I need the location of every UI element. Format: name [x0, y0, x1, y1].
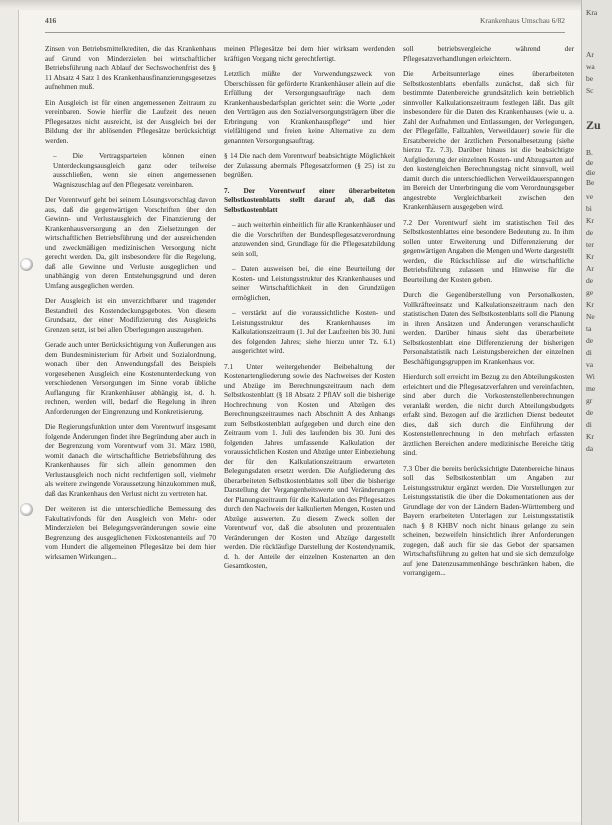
section-heading: 7. Der Vorentwurf einer überarbeiteten Selbstkostenblatts stellt darauf ab, daß das Selbstkostenblatt: [224, 185, 395, 214]
adjacent-page-text: Ne: [586, 312, 595, 321]
adjacent-page-text: de: [586, 336, 594, 345]
adjacent-page-text: Kr: [586, 432, 594, 441]
adjacent-page-text: Be: [586, 178, 595, 187]
paragraph: 7.1 Unter weitergehender Beibehaltung der Kostenartengliederung sowie des Nachweises der Kosten und Abzüge im Berechnungszeitraum nach dem Selbstkostenblatt (§ 18 Absatz 2 PflAV soll die bisherige Hochrechnung von Kosten und Abzügen des Berechnungszeitraumes nach Abschnitt A des Anhangs zum Selbstkostenblatt aufgegeben und durch eine den Zeitraum vom 1. Juli des laufenden bis 30. Juni des folgenden Jahres umfassende Kalkulation der voraussichtlichen Kosten und Abzüge unter Einbeziehung der für den Kalkulationszeitraum erwarteten Belegungsdaten ersetzt werden. Die Aufgliederung des überarbeiteten Selbstkostenblattes soll über die bisherige Darstellung der Vergangenheitswerte und Veränderungen der Planungszeitraum für die Kalkulation des Pflegesatzes durch den Nachweis der kalkulierten Mengen, Kosten und Abzüge auswerten. Zu diesem Zweck sollen der Vorentwurf vor, daß die absoluten und prozentualen Veränderungen der Kosten und Abzüge dargestellt werden. Die rückläufige Darstellung der Kostendynamik, d. h. der Anteile der einzelnen Kostenarten an den Gesamtkosten,: [224, 361, 395, 570]
paragraph: 7.2 Der Vorentwurf sieht im statistischen Teil des Selbstkostenblattes eine besondere Bedeutung zu. In ihm sollen unter Erweiterung und Differenzierung der gegenwärtigen Angaben die Mengen und Werte dargestellt werden, die Rückschlüsse auf die wirtschaftliche Betriebsführung zulassen und Hinweise für die Beurteilung der Kosten geben.: [403, 217, 574, 284]
paragraph: Der weiteren ist die unterschiedliche Bemessung des Fakultativfonds für den Ausgleich von Mehr- oder Minderzielen bei Belegungsveränderungen sowie eine Begrenzung des ausgeglichenen Fixkostenanteils auf 70 vom Hundert die allgemeinen Pflegesätze bei dem hier wirksamen Wirkungen...: [45, 504, 216, 561]
paragraph: Der Ausgleich ist ein unverzichtbarer und tragender Bestandteil des Kostendeckungsgebotes. Von diesem Grundsatz, der einer Modifizierung des Ausgleichs Grenzen setzt, ist bei allen Überlegungen auszugehen.: [45, 296, 216, 334]
adjacent-page-text: ge: [586, 288, 594, 297]
scan-edge-shadow: [0, 0, 612, 8]
list-item: – Daten ausweisen bei, die eine Beurteilung der Kosten- und Leistungsstruktur des Krankenhauses und seiner Wirtschaftlichkeit in den Grundzügen ermöglichen,: [232, 264, 395, 302]
paragraph: Ein Ausgleich ist für einen angemessenen Zeitraum zu vereinbaren. Sowie hierfür die Laufzeit des neuen Pflegesatzes nicht ausreicht, ist der Ausgleich bei der Bildung der ihr ablösenden Pflegesätze berücksichtigt werden.: [45, 97, 216, 145]
paragraph: Die Regierungsfunktion unter dem Vorentwurf insgesamt folgende Änderungen findet ihre Begründung aber auch in der Begrenzung vom Vorentwurf vom 31. März 1980, womit danach die wirtschaftliche Betriebsführung des Krankenhauses für sich allein genommen den Verlustausgleich noch nicht rechtfertigen soll, vielmehr als weitere zwingende Voraussetzung hinzukommen muß, daß das Krankenhaus den Verlust nicht zu vertreten hat.: [45, 422, 216, 498]
adjacent-page-text: ve: [586, 192, 594, 201]
adjacent-page-text: Ar: [586, 50, 594, 59]
list-item: – auch weiterhin einheitlich für alle Krankenhäuser und die die Vorschriften der Bundespflegesatzverordnung anzuwenden sind, Grundlage für die Pflegesatzbildung sein soll,: [232, 220, 395, 258]
adjacent-page-strip: [581, 0, 612, 825]
journal-title: Krankenhaus Umschau 6/82: [480, 16, 565, 25]
text-column-3: [403, 44, 574, 814]
adjacent-page-text: Kr: [586, 216, 594, 225]
adjacent-page-text: da: [586, 444, 594, 453]
adjacent-page-text: de: [586, 276, 594, 285]
paragraph: Zinsen von Betriebsmittelkrediten, die das Krankenhaus auf Grund von Minderzielen bei wirtschaftlicher Betriebsführung nach Ablauf der Sechswochenfrist des § 11 Absatz 4 Satz 1 des Krankenhausfinanzierungsgesetzes aufnehmen muß.: [45, 44, 216, 91]
page-number: 416: [45, 16, 57, 25]
adjacent-page-text: va: [586, 360, 594, 369]
list-item: – verstärkt auf die voraussichtliche Kosten- und Leistungsstruktur des Krankenhauses im Kalkulationszeitraum (1. Jul der Laufzeiten bis 30. Juni des folgenden Jahres; siehe hierzu unter Tz. 6.1) ausgerichtet wird.: [232, 308, 395, 355]
paragraph: Hierdurch soll erreicht im Bezug zu den Abteilungskosten erleichtert und die Pflegesatzverfahren und vereinfachten, sind aber durch die Vorkostenstellenberechnungen veranlaßt werden, die nicht durch Abteilungsbudgets erfaßt sind. Bezogen auf die ärztlichen Dienst bedeutet dies, daß sich durch die Einführung der Kostenstellenrechnung in den mehrfach erfassten ärztlichen Bereichen andere medizinische Bereiche tätig sind.: [403, 372, 574, 457]
adjacent-page-text: de: [586, 158, 594, 167]
paragraph: Der Vorentwurf geht bei seinem Lösungsvorschlag davon aus, daß die gegenwärtigen Vorschriften über den Gewinn- und Verlustausgleich der Finanzierung der Krankenhausversorgung an den Zielsetzungen der wirtschaftlichen Betriebsführung und der ausreichenden und zweckmäßigen medizinischen Versorgung nicht gerecht werden. Da, gilt insbesondere für die Regelung, daß alle Gewinne und Verluste ausgeglichen und unabhängig von deren Entstehungsgrund und deren Umfang ausgeglichen werden.: [45, 195, 216, 290]
binder-hole-icon: [20, 258, 33, 271]
paragraph: Letztlich müßte der Vorwendungszweck von Überschüssen für geförderte Krankenhäuser allein auf die Erfüllung der Versorgungsaufträge nach dem Krankenhausbedarfsplan gerichtet sein: die Worte „oder den Verträgen aus den Sozialversorgungsträgern über die Erbringung von Krankenhauspflege“ und hier vielfältigend und freien keine Alternative zu dem genannten Versorgungsauftrag.: [224, 69, 395, 145]
text-column-2: [224, 44, 395, 814]
paragraph: – Die Vertragsparteien können einen Unterdeckungsausgleich ganz oder teilweise ausschließen, wenn sie einen angemessenen Wagniszuschlag auf den Pflegesatz vereinbaren.: [53, 151, 216, 189]
adjacent-page-text: Kr: [586, 252, 594, 261]
adjacent-page-text: di: [586, 348, 592, 357]
adjacent-page-text: de: [586, 228, 594, 237]
paragraph: meinen Pflegesätze bei dem hier wirksam werdenden kräftigen Vorgang nicht gerechtfertigt.: [224, 44, 395, 63]
adjacent-page-text: me: [586, 384, 596, 393]
adjacent-page-text: de: [586, 408, 594, 417]
adjacent-page-text: Ar: [586, 264, 594, 273]
page-header: [45, 16, 565, 30]
text-column-1: [45, 44, 216, 814]
document-page: [18, 10, 581, 822]
adjacent-page-text: Zu: [586, 118, 601, 132]
adjacent-page-text: Wi: [586, 372, 595, 381]
adjacent-page-text: Sc: [586, 86, 594, 95]
adjacent-page-text: di: [586, 420, 592, 429]
adjacent-page-text: B.: [586, 148, 593, 157]
paragraph: Durch die Gegenüberstellung von Personalkosten, Vollkräfteeinsatz und Kalkulationszeitraum nach den statistischen Daten des Selbstkostenblatts soll die Planung in ihren Ansätzen und Änderungen veranschaulicht werden. Darüber hinaus sieht das überarbeitete Selbstkostenblatt eine Differenzierung der bisherigen Personalstatistik nach Leistungsbereichen der einzelnen Beschäftigungsgruppen im Krankenhaus vor.: [403, 290, 574, 366]
paragraph: 7.3 Über die bereits berücksichtigte Datenbereiche hinaus soll das Selbstkostenblatt um Angaben zur Leistungsstruktur ergänzt werden. Die Vorstellungen zur Leistungsstatistik die über die Dokumentationen aus der Grundlage der von der Ländern Baden-Württemberg und Bayern erarbeiteten Unterlagen zur Leistungsstatistik nach § 8 KHBV noch nicht hinaus gelange zu sein scheinen, bezweifeln hinsichtlich ihrer Anforderungen zugegen, daß auch für sie das Gebot der sparsamen Wirtschaftsführung zu gelten hat und sie sich demzufolge auf jene Datenzusammenhänge beschränken haben, die vorrangigem...: [403, 463, 574, 577]
paragraph: soll betriebsvergleiche während der Pflegesatzverhandlungen erleichtern.: [403, 44, 574, 63]
adjacent-page-text: wa: [586, 62, 595, 71]
adjacent-page-text: ter: [586, 240, 594, 249]
adjacent-page-text: bi: [586, 204, 592, 213]
adjacent-page-text: be: [586, 74, 594, 83]
header-divider: [45, 32, 565, 33]
binder-hole-icon: [20, 503, 33, 516]
adjacent-page-text: Kra: [586, 8, 598, 17]
paragraph: Gerade auch unter Berücksichtigung von Äußerungen aus dem Bundesministerium für Arbeit und Sozialordnung, wonach über den Anwendungsfall des Beispiels vorgesehenen Ausgleich eine Kostenunterdeckung von verschiedenen Versorgungen im Sinne vorab übliche Auflangung für Krankenhäuser abhängig ist, d. h. rechnen, werden will, bedarf die Regelung in ihren Anforderungen der Eingrenzung und Konkretisierung.: [45, 340, 216, 416]
adjacent-page-text: ta: [586, 324, 592, 333]
adjacent-page-text: Kr: [586, 300, 594, 309]
paragraph: Die Arbeitsunterlage eines überarbeiteten Selbstkostenblatts ebenfalls zunächst, daß sich für bestimmte Datenbereiche grundsätzlich kein betrieblich sinnvoller Kalkulationszeitraum festlegen läßt. Das gilt insbesondere für die Daten des Krankenhauses (wie u. a. Zahl der Aufnahmen und Entlassungen, der Verlegungen, der Pflegefälle, Fallzahlen, Verweildauer) sowie für die Ersatzbereiche der ärztlichen Personalbesetzung (siehe hierzu Tz. 7.3). Darüber hinaus ist die beabsichtigte Aufgliederung der einzelnen Kosten- und Abzugsarten auf den kostengleichen Berechnungstag nicht sinnvoll, weil damit durch die unterschiedlichen Verweildauerspanngen im Bereich der Unterbringung die vom Verordnungsgeber angestrebte Vergleichbarkeit zwischen den Krankenhäusern ausgegeben wird.: [403, 69, 574, 211]
paragraph: § 14 Die nach dem Vorentwurf beabsichtigte Möglichkeit der Zulassung abermals Pflegesatzformen (§ 25) ist zu begrüßen.: [224, 151, 395, 179]
adjacent-page-text: gr: [586, 396, 593, 405]
adjacent-page-text: die: [586, 168, 596, 177]
